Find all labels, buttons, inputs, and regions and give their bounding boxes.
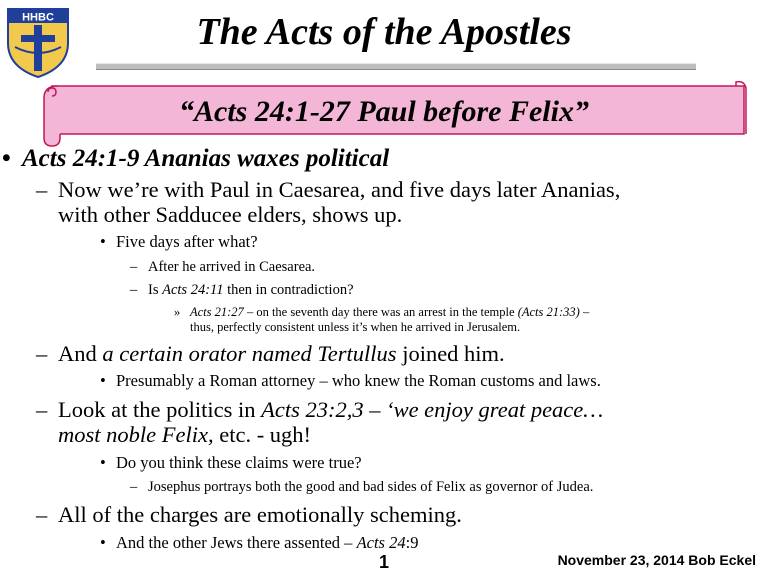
bullet-text: Do you think these claims were true? [116,453,362,472]
bullet-marker: » [174,305,181,319]
bullet-text: And the other Jews there assented – [116,533,357,552]
bullet-continuation [58,202,402,228]
bullet-marker: • [100,232,106,251]
bullet-continuation [58,422,311,448]
bullet-text: All of the charges are emotionally scheming. [58,502,462,527]
bullet-text: Is [148,282,163,298]
bullet-level4 [130,479,594,496]
bullet-level2 [36,502,462,528]
bullet-marker: • [2,145,11,172]
scroll-title: “Acts 24:1-27 Paul before Felix” [179,95,589,128]
emphasis-text: Acts 23:2,3 – ‘we enjoy great peace… [261,397,604,422]
bullet-level3 [100,533,419,553]
bullet-level4 [130,282,354,299]
scripture-reference: Acts 21:27 [190,305,244,319]
bullet-text: After he arrived in Caesarea. [148,259,316,275]
bullet-marker: – [130,282,138,298]
bullet-text: :9 [405,533,419,552]
title-divider [96,63,696,70]
bullet-marker: • [100,453,106,472]
bullet-text: – [579,305,590,319]
bullet-text: – on the seventh day there was an arrest in the temple [243,305,518,319]
bullet-marker: – [130,259,138,275]
bullet-marker: • [100,371,106,390]
bullet-level4 [130,259,316,276]
emphasis-text: a certain orator named Tertullus [102,341,397,366]
bullet-marker: • [100,533,106,552]
bullet-text: joined him. [396,341,505,366]
bullet-text: then in contradiction? [223,282,354,298]
bullet-text: etc. - ugh! [213,422,312,447]
footer-date-author: November 23, 2014 Bob Eckel [557,552,756,568]
bullet-level2 [36,341,505,367]
bullet-marker: – [36,502,48,527]
page-number: 1 [378,552,389,572]
bullet-level2 [36,177,621,203]
bullet-marker: – [130,479,138,495]
bullet-level3 [100,232,258,252]
bullet-level2 [36,397,604,423]
bullet-text: Josephus portrays both the good and bad sides of Felix as governor of Judea. [148,479,594,495]
bullet-level3 [100,453,362,473]
bullet-text: Five days after what? [116,232,258,251]
bullet-marker: – [36,341,48,366]
bullet-level5 [174,305,590,320]
bullet-marker: – [36,397,48,422]
emphasis-text: most noble Felix, [58,422,214,447]
logo-text: HHBC [22,11,54,24]
bullet-text: Look at the politics in [58,397,262,422]
slide-title: The Acts of the Apostles [196,11,572,53]
bullet-text: And [58,341,103,366]
bullet-continuation [190,320,520,335]
scripture-reference: Acts 24:11 [162,282,224,298]
bullet-text: Acts 24:1-9 Ananias waxes political [22,145,390,172]
scripture-reference: Acts 24 [356,533,406,552]
bullet-text: thus, perfectly consistent unless it’s when he arrived in Jerusalem. [190,320,521,334]
bullet-text: Now we’re with Paul in Caesarea, and five days later Ananias, [58,177,621,202]
scripture-reference: (Acts 21:33) [517,305,580,319]
bullet-text: Presumably a Roman attorney – who knew the Roman customs and laws. [116,371,601,390]
bullet-level1 [2,145,390,173]
bullet-level3 [100,371,601,391]
bullet-marker: – [36,177,48,202]
bullet-text: with other Sadducee elders, shows up. [58,202,403,227]
